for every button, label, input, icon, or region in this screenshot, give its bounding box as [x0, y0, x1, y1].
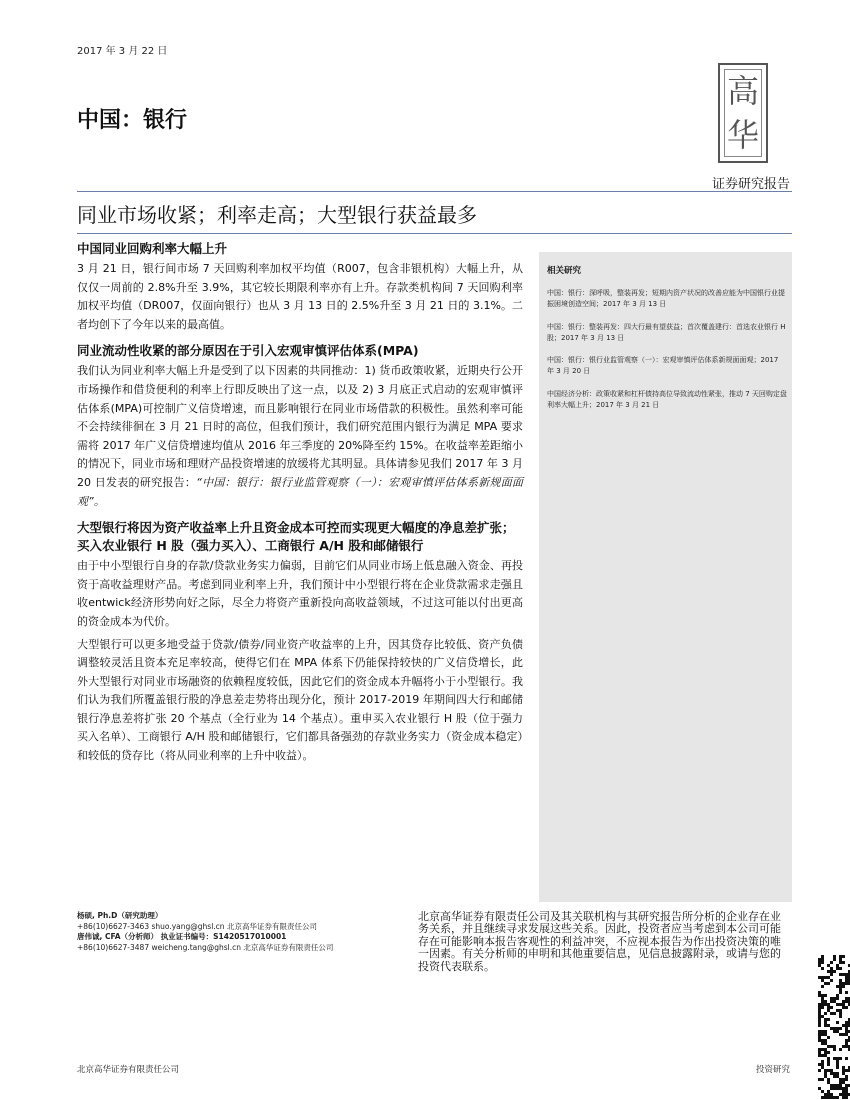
related-research-item[interactable]: 中国：银行：深呼吸，整装再发；短期内资产状况的改善应能为中国银行业提振困境创造空间；2017 年 3 月 13 日 [547, 289, 785, 308]
title-divider [77, 233, 792, 234]
related-research-sidebar [539, 252, 792, 902]
logo-char-2: 华 [726, 116, 759, 154]
sidebar-heading: 相关研究 [547, 266, 582, 276]
report-title: 同业市场收紧；利率走高；大型银行获益最多 [77, 203, 477, 227]
section-heading: 中国同业回购利率大幅上升 [77, 241, 228, 256]
body-paragraph: 由于中小型银行自身的存款/贷款业务实力偏弱，目前它们从同业市场上低息融入资金、再投资于高收益理财产品。考虑到同业利率上升，我们预计中小型银行将在企业贷款需求走强且收entwick经济形势向好之际，尽全力将资产重新投向高收益领域，不过这可能以付出更高的资金成本为代价。 [77, 559, 523, 628]
company-logo [718, 63, 768, 163]
body-paragraph [77, 362, 523, 511]
author-name: 唐伟诚, CFA（分析师） 执业证书编号：S1420517010001 [77, 932, 287, 941]
header-divider [77, 191, 792, 192]
paragraph-text: 我们认为同业利率大幅上升是受到了以下因素的共同推动：1) 货币政策收紧，近期央行公开市场操作和借贷便利的利率上行即反映出了这一点，以及 2) 3 月底正式启动的宏观审慎评估体系(MPA)可控制广义信贷增速，而且影响银行在同业市场借款的积极性。虽然利率可能不会持续徘徊在 3 月 21 日时的高位，但我们预计，我们研究范围内银行为满足 MPA 要求需将 2017 年广义信贷增速均值从 2016 年三季度的 20%降至约 15%。在收益率差距缩小的情况下，同业市场和理财产品投资增速的放缓将尤其明显。具体请参见我们 2017 年 3 月 20 日发表的研究报告： [77, 364, 523, 489]
author-block [77, 911, 407, 953]
section-heading: 大型银行将因为资产收益率上升且资金成本可控而实现更大幅度的净息差扩张；买入农业银行 H 股（强力买入）、工商银行 A/H 股和邮储银行 [77, 520, 515, 554]
logo-char-1: 高 [726, 72, 759, 110]
footer-label: 投资研究 [755, 1065, 790, 1075]
footer-company: 北京高华证券有限责任公司 [77, 1065, 180, 1075]
qr-code-image [818, 955, 850, 1100]
author-name: 杨硕, Ph.D（研究助理） [77, 911, 163, 920]
body-paragraph: 3 月 21 日，银行间市场 7 天回购利率加权平均值（R007，包含非银机构）大幅上升，从仅仅一周前的 2.8%升至 3.9%，其它较长期限利率亦有上升。存款类机构间 7 天回购利率加权平均值（DR007，仅面向银行）也从 3 月 13 日的 2.5%升至 3 月 21 日的 3.1%。二者均创下了今年以来的最高值。 [77, 262, 523, 331]
report-date: 2017 年 3 月 22 日 [77, 46, 168, 57]
disclaimer-text: 北京高华证券有限责任公司及其关联机构与其研究报告所分析的企业存在业务关系，并且继续寻求发展这些关系。因此，投资者应当考虑到本公司可能存在可能影响本报告客观性的利益冲突，不应视本报告为作出投资决策的唯一因素。有关分析师的申明和其他重要信息，见信息披露附录，或请与您的投资代表联系。 [418, 910, 781, 973]
report-type-label: 证券研究报告 [711, 177, 790, 192]
related-research-item[interactable]: 中国：银行：整装再发：四大行最有望获益；首次覆盖建行：首选农业银行 H 股；2017 年 3 月 13 日 [547, 323, 786, 342]
country-sector-heading: 中国：银行 [77, 108, 188, 133]
main-body [77, 240, 523, 774]
author-contact: +86(10)6627-3463 shuo.yang@ghsl.cn 北京高华证券有限责任公司 [77, 921, 317, 931]
related-research-item[interactable]: 中国经济分析：政策收紧和杠杆债持高位导致流动性紧张，推动 7 天回购定盘利率大幅上升；2017 年 3 月 21 日 [547, 390, 787, 409]
related-research-item[interactable]: 中国：银行：银行业监管观察（一）：宏观审慎评估体系新规面面观；2017 年 3 月 20 日 [547, 356, 779, 375]
section-heading: 同业流动性收紧的部分原因在于引入宏观审慎评估体系(MPA) [77, 343, 419, 359]
report-citation: “中国：银行：银行业监管观察（一）：宏观审慎评估体系新规面面观”。 [77, 475, 523, 508]
author-contact: +86(10)6627-3487 weicheng.tang@ghsl.cn 北京高华证券有限责任公司 [77, 942, 334, 952]
body-paragraph: 大型银行可以更多地受益于贷款/债券/同业资产收益率的上升，因其贷存比较低、资产负债调整较灵活且资本充足率较高，使得它们在 MPA 体系下仍能保持较快的广义信贷增长，此外大型银行对同业市场融资的依赖程度较低，因此它们的资金成本升幅将小于小型银行。我们认为我们所覆盖银行股的净息差走势将出现分化，预计 2017-2019 年期间四大行和邮储银行净息差将扩张 20 个基点（全行业为 14 个基点）。重申买入农业银行 H 股（位于强力买入名单）、工商银行 A/H 股和邮储银行，它们都具备强劲的存款业务实力（资金成本稳定）和较低的贷存比（将从同业利率的上升中收益）。 [77, 637, 523, 763]
